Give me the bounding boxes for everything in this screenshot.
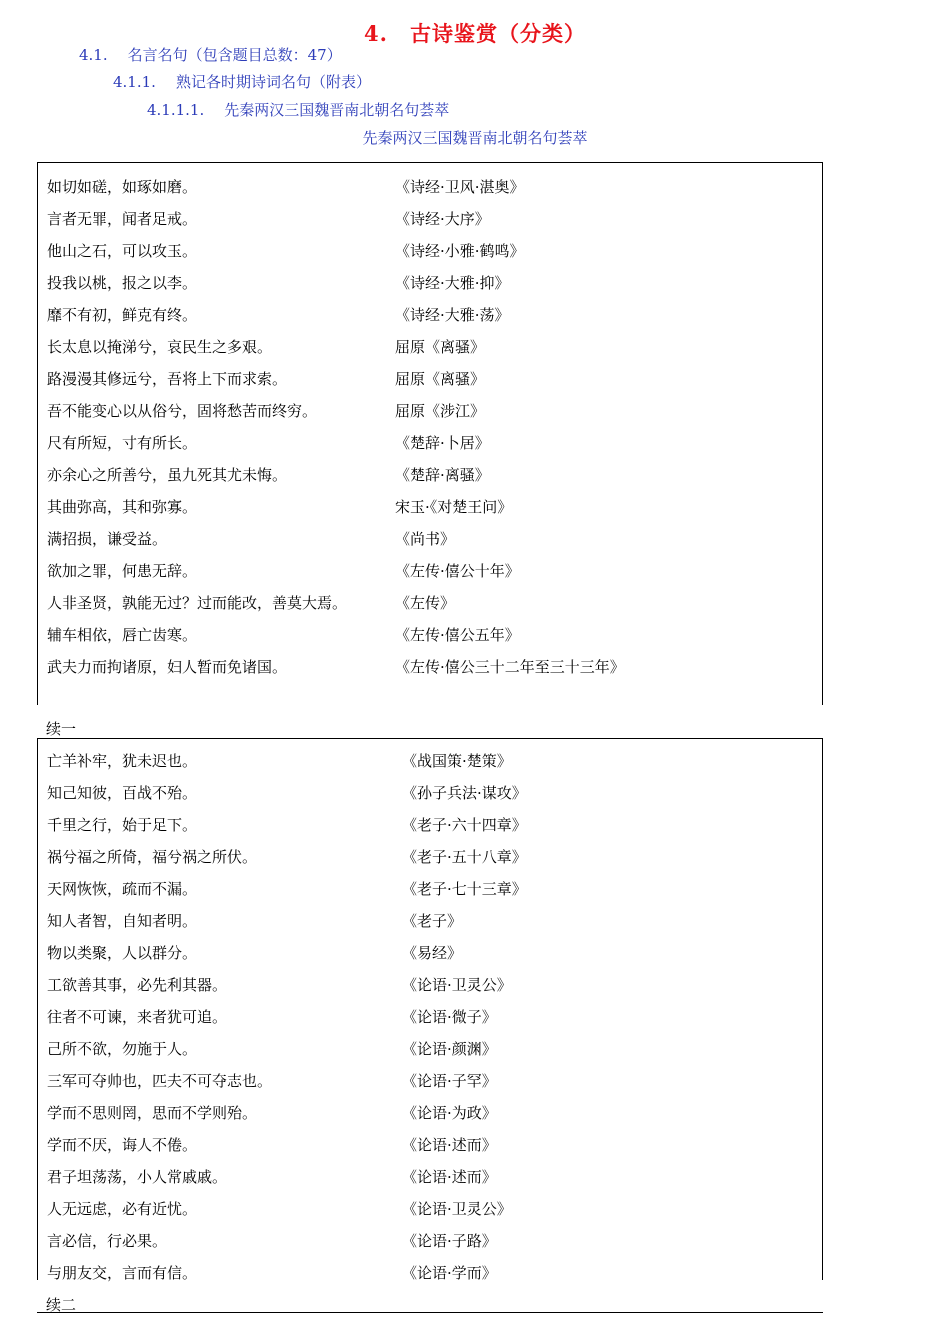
table-row	[38, 937, 822, 969]
quote-text: 尺有所短，寸有所长。	[47, 434, 198, 452]
table-row	[38, 1001, 822, 1033]
quote-text: 言者无罪，闻者足戒。	[47, 210, 198, 228]
table-top-border	[37, 1312, 823, 1313]
quote-source: 《左传·僖公三十二年至三十三年》	[395, 658, 625, 676]
table-row	[38, 587, 822, 619]
quote-source: 《左传》	[395, 594, 456, 612]
quote-text: 三军可夺帅也，匹夫不可夺志也。	[47, 1072, 273, 1090]
table-row	[38, 427, 822, 459]
quote-source: 屈原《离骚》	[395, 370, 486, 388]
quote-table-1	[37, 162, 823, 705]
quote-source: 《论语·微子》	[402, 1008, 497, 1026]
quote-source: 《诗经·大序》	[395, 210, 490, 228]
quote-source: 《左传·僖公十年》	[395, 562, 520, 580]
table-row	[38, 651, 822, 683]
quote-text: 人无远虑，必有近忧。	[47, 1200, 198, 1218]
table-row	[38, 299, 822, 331]
quote-source: 《老子》	[402, 912, 463, 930]
quote-text: 工欲善其事，必先利其器。	[47, 976, 228, 994]
table-row	[38, 619, 822, 651]
table-row	[38, 905, 822, 937]
quote-text: 人非圣贤，孰能无过？过而能改，善莫大焉。	[47, 594, 348, 612]
quote-text: 祸兮福之所倚，福兮祸之所伏。	[47, 848, 258, 866]
quote-source: 《楚辞·离骚》	[395, 466, 490, 484]
quote-text: 靡不有初，鲜克有终。	[47, 306, 198, 324]
quote-source: 《论语·为政》	[402, 1104, 497, 1122]
quote-source: 《诗经·大雅·荡》	[395, 306, 510, 324]
heading-level-3	[113, 71, 371, 92]
quote-source: 宋玉·《对楚王问》	[395, 498, 513, 516]
quote-text: 亡羊补牢，犹未迟也。	[47, 752, 198, 770]
heading-text: 熟记各时期诗词名句（附表）	[175, 73, 371, 91]
table-row	[38, 1257, 822, 1289]
continued-label: 续二	[46, 1296, 77, 1314]
section-title-text: 古诗鉴赏（分类）	[409, 21, 586, 46]
quote-source: 《论语·学而》	[402, 1264, 497, 1282]
continued-label: 续一	[46, 720, 77, 738]
table-row	[38, 171, 822, 203]
table-row	[38, 331, 822, 363]
table-row	[38, 235, 822, 267]
quote-source: 屈原《涉江》	[395, 402, 486, 420]
quote-source: 《老子·五十八章》	[402, 848, 527, 866]
quote-text: 亦余心之所善兮，虽九死其尤未悔。	[47, 466, 288, 484]
quote-source: 《诗经·小雅·鹤鸣》	[395, 242, 525, 260]
quote-source: 《老子·七十三章》	[402, 880, 527, 898]
quote-source: 《论语·子路》	[402, 1232, 497, 1250]
quote-text: 言必信，行必果。	[47, 1232, 168, 1250]
quote-text: 与朋友交，言而有信。	[47, 1264, 198, 1282]
quote-table-2	[37, 738, 823, 1280]
table-row	[38, 1065, 822, 1097]
table-row	[38, 809, 822, 841]
table-caption-text: 先秦两汉三国魏晋南北朝名句荟萃	[362, 129, 588, 147]
quote-source: 《楚辞·卜居》	[395, 434, 490, 452]
table-row	[38, 873, 822, 905]
table-row	[38, 523, 822, 555]
table-row	[38, 491, 822, 523]
table-row	[38, 1033, 822, 1065]
quote-text: 其曲弥高，其和弥寡。	[47, 498, 198, 516]
quote-source: 《左传·僖公五年》	[395, 626, 520, 644]
quote-text: 学而不厌，诲人不倦。	[47, 1136, 198, 1154]
table-row	[38, 777, 822, 809]
quote-text: 己所不欲，勿施于人。	[47, 1040, 198, 1058]
quote-source: 《战国策·楚策》	[402, 752, 512, 770]
quote-text: 投我以桃，报之以李。	[47, 274, 198, 292]
quote-text: 满招损，谦受益。	[47, 530, 168, 548]
quote-text: 学而不思则罔，思而不学则殆。	[47, 1104, 258, 1122]
table-row	[38, 555, 822, 587]
quote-text: 知人者智，自知者明。	[47, 912, 198, 930]
table-row	[38, 969, 822, 1001]
table-row	[38, 1225, 822, 1257]
table-caption	[0, 127, 950, 148]
quote-text: 千里之行，始于足下。	[47, 816, 198, 834]
heading-number: 4.1.1.	[113, 73, 156, 91]
table-row	[38, 745, 822, 777]
table-row	[38, 841, 822, 873]
quote-source: 《论语·颜渊》	[402, 1040, 497, 1058]
quote-text: 如切如磋，如琢如磨。	[47, 178, 198, 196]
quote-text: 天网恢恢，疏而不漏。	[47, 880, 198, 898]
quote-text: 辅车相依，唇亡齿寒。	[47, 626, 198, 644]
quote-source: 《论语·述而》	[402, 1136, 497, 1154]
table-row	[38, 395, 822, 427]
quote-source: 《孙子兵法·谋攻》	[402, 784, 527, 802]
heading-level-2	[79, 44, 342, 65]
quote-text: 知己知彼，百战不殆。	[47, 784, 198, 802]
heading-level-4	[147, 99, 449, 120]
table-row	[38, 363, 822, 395]
quote-source: 《诗经·大雅·抑》	[395, 274, 510, 292]
quote-source: 屈原《离骚》	[395, 338, 486, 356]
quote-source: 《诗经·卫风·湛奥》	[395, 178, 525, 196]
quote-source: 《论语·卫灵公》	[402, 1200, 512, 1218]
heading-text: 先秦两汉三国魏晋南北朝名句荟萃	[224, 101, 450, 119]
quote-source: 《论语·卫灵公》	[402, 976, 512, 994]
heading-number: 4.1.1.1.	[147, 101, 205, 119]
quote-source: 《论语·子罕》	[402, 1072, 497, 1090]
quote-text: 往者不可谏，来者犹可追。	[47, 1008, 228, 1026]
section-number: 4.	[364, 21, 388, 46]
table-row	[38, 1161, 822, 1193]
table-row	[38, 1193, 822, 1225]
quote-text: 物以类聚，人以群分。	[47, 944, 198, 962]
heading-number: 4.1.	[79, 46, 108, 64]
quote-text: 欲加之罪，何患无辞。	[47, 562, 198, 580]
quote-text: 路漫漫其修远兮，吾将上下而求索。	[47, 370, 288, 388]
table-row	[38, 203, 822, 235]
quote-source: 《论语·述而》	[402, 1168, 497, 1186]
quote-text: 他山之石，可以攻玉。	[47, 242, 198, 260]
table-row	[38, 267, 822, 299]
quote-text: 吾不能变心以从俗兮，固将愁苦而终穷。	[47, 402, 318, 420]
table-row	[38, 1097, 822, 1129]
quote-source: 《老子·六十四章》	[402, 816, 527, 834]
table-row	[38, 1129, 822, 1161]
heading-text: 名言名句（包含题目总数：47）	[127, 46, 342, 64]
quote-text: 长太息以掩涕兮，哀民生之多艰。	[47, 338, 273, 356]
table-row	[38, 459, 822, 491]
quote-source: 《尚书》	[395, 530, 456, 548]
quote-text: 武夫力而拘诸原，妇人暂而免诸国。	[47, 658, 288, 676]
quote-text: 君子坦荡荡，小人常戚戚。	[47, 1168, 228, 1186]
quote-source: 《易经》	[402, 944, 463, 962]
